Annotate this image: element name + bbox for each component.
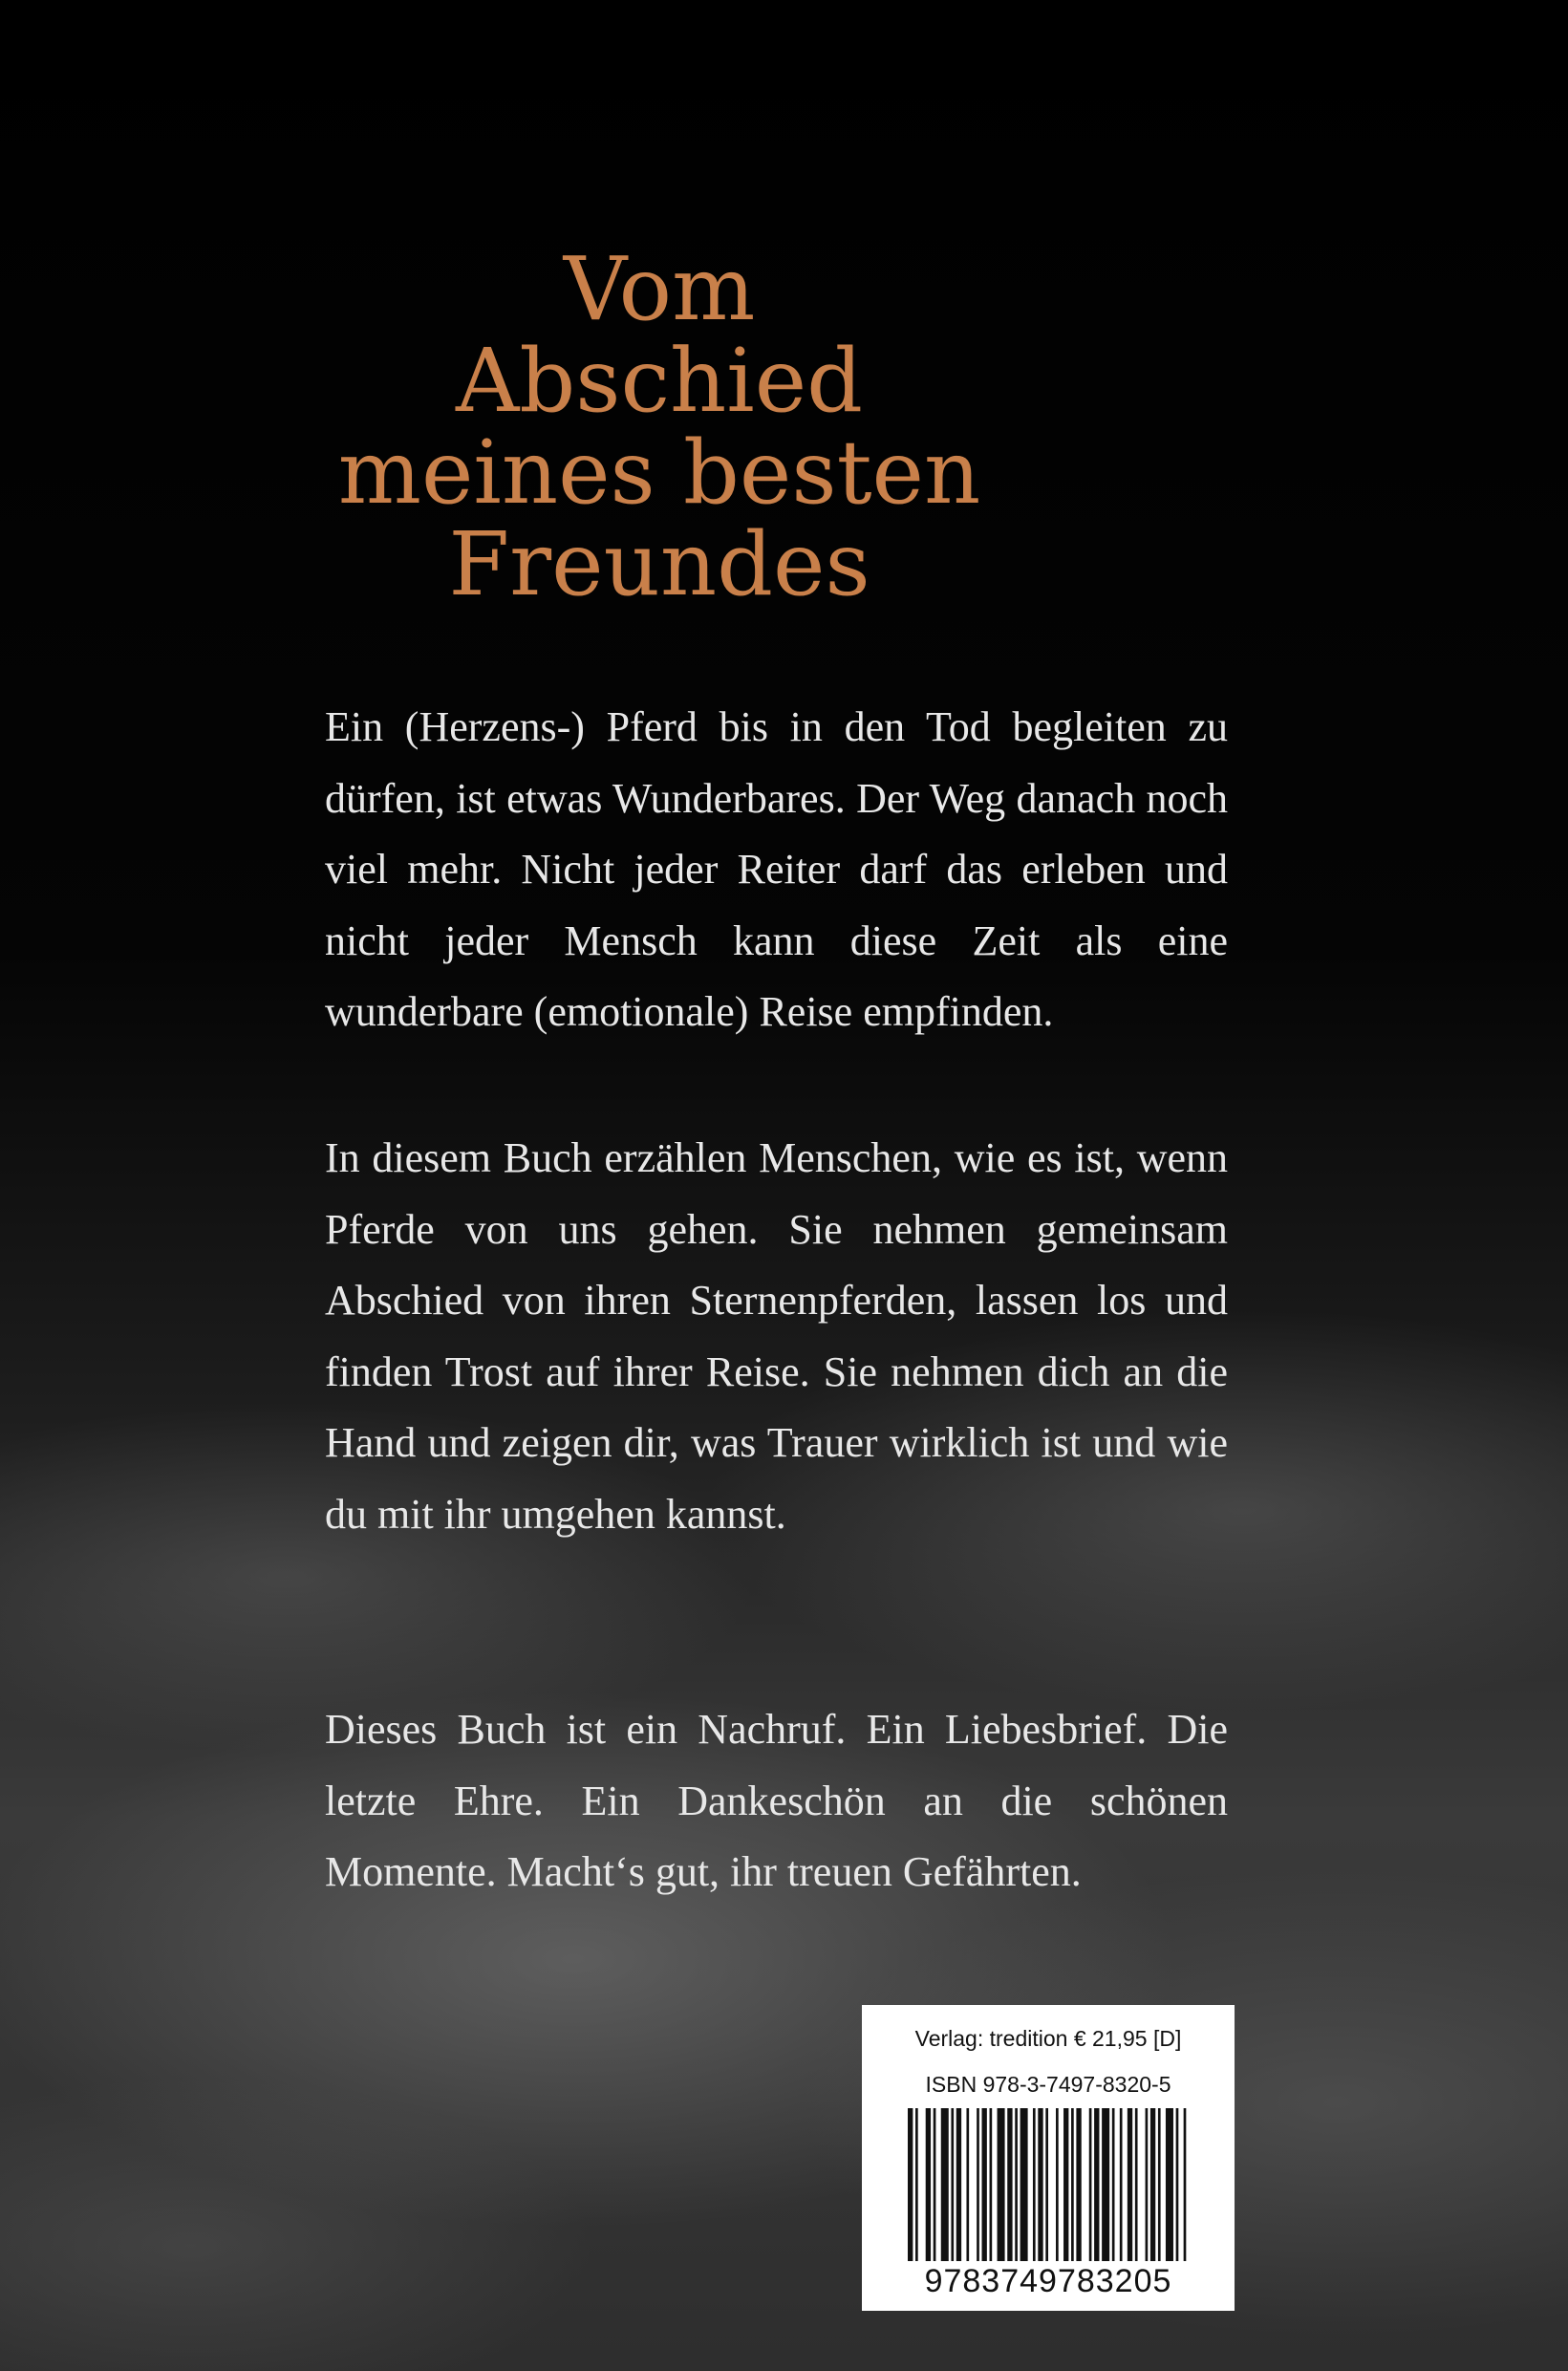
book-title bbox=[325, 238, 994, 615]
barcode-bar bbox=[1033, 2108, 1036, 2261]
title-line-2: Abschied bbox=[455, 330, 864, 432]
barcode-bar bbox=[1063, 2108, 1068, 2261]
barcode-bar bbox=[1184, 2108, 1187, 2261]
isbn-number: ISBN 978-3-7497-8320-5 bbox=[925, 2072, 1171, 2097]
barcode-bar bbox=[941, 2108, 949, 2261]
title-line-3: meines besten bbox=[337, 421, 981, 524]
barcode-bar bbox=[1094, 2108, 1099, 2261]
title-line-1: Vom bbox=[563, 238, 756, 340]
barcode-bar bbox=[998, 2108, 1005, 2261]
barcode-bar bbox=[1150, 2108, 1155, 2261]
barcode-bar bbox=[1038, 2108, 1042, 2261]
barcode-bar bbox=[982, 2108, 987, 2261]
barcode-bar bbox=[956, 2108, 961, 2261]
barcode-bar bbox=[966, 2108, 969, 2261]
barcode-bar bbox=[1071, 2108, 1074, 2261]
isbn-barcode-box bbox=[862, 2005, 1235, 2311]
barcode-bar bbox=[934, 2108, 936, 2261]
barcode-icon bbox=[908, 2108, 1189, 2261]
barcode-bar bbox=[1056, 2108, 1059, 2261]
barcode-bar bbox=[1089, 2108, 1092, 2261]
publisher-price: Verlag: tredition € 21,95 [D] bbox=[914, 2026, 1182, 2051]
barcode-bar bbox=[1166, 2108, 1173, 2261]
barcode-bar bbox=[1135, 2108, 1138, 2261]
barcode-bar bbox=[1076, 2108, 1081, 2261]
barcode-bar bbox=[1102, 2108, 1109, 2261]
barcode-bar bbox=[1128, 2108, 1132, 2261]
blurb-paragraph-1: Ein (Herzens-) Pferd bis in den Tod begleiten zu dürfen, ist etwas Wunderbares. Der Weg danach noch viel mehr. Nicht jeder Reiter darf das erleben und nicht jeder Mensch kann diese Zeit als eine wunderbare (emotionale) Reise empfinden. bbox=[325, 703, 1228, 1035]
barcode-bar bbox=[926, 2108, 931, 2261]
barcode-bar bbox=[1007, 2108, 1012, 2261]
barcode-bar bbox=[1112, 2108, 1115, 2261]
barcode-bar bbox=[1176, 2108, 1179, 2261]
barcode-bar bbox=[908, 2108, 913, 2261]
barcode-bar bbox=[977, 2108, 979, 2261]
barcode-bar bbox=[1146, 2108, 1149, 2261]
barcode-bar bbox=[951, 2108, 954, 2261]
barcode-bar bbox=[1045, 2108, 1048, 2261]
barcode-bar bbox=[1120, 2108, 1123, 2261]
barcode-bar bbox=[1158, 2108, 1161, 2261]
barcode-bar bbox=[990, 2108, 993, 2261]
barcode-digits: 9783749783205 bbox=[924, 2263, 1172, 2299]
barcode-bar bbox=[1015, 2108, 1018, 2261]
barcode-bar bbox=[1020, 2108, 1028, 2261]
title-line-4: Freundes bbox=[448, 513, 870, 615]
barcode-bar bbox=[915, 2108, 918, 2261]
blurb-paragraph-3: Dieses Buch ist ein Nachruf. Ein Liebesbrief. Die letzte Ehre. Ein Dankeschön an die schönen Momente. Macht‘s gut, ihr treuen Gefährten. bbox=[325, 1706, 1228, 1895]
blurb-paragraph-2: In diesem Buch erzählen Menschen, wie es ist, wenn Pferde von uns gehen. Sie nehmen gemeinsam Abschied von ihren Sternenpferden, lassen los und finden Trost auf ihrer Reise. Sie nehmen dich an die Hand und zeigen dir, was Trauer wirklich ist und wie du mit ihr umgehen kannst. bbox=[325, 1134, 1228, 1538]
